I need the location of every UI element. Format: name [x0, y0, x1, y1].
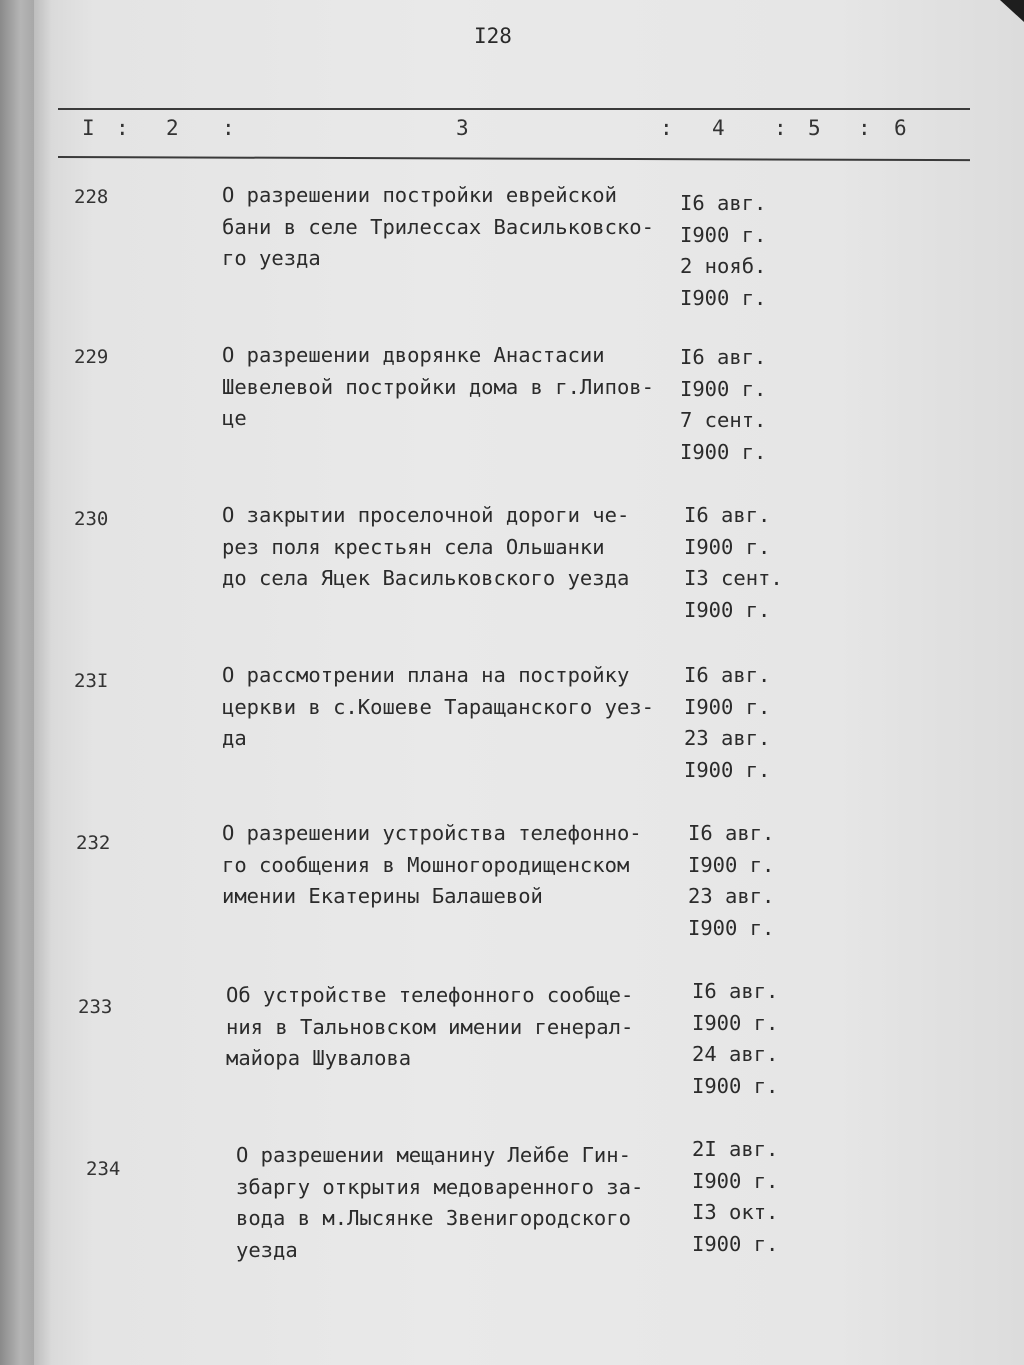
column-header-5: 5 [808, 116, 821, 140]
entry-dates: I6 авг. I900 г. 23 авг. I900 г. [684, 663, 771, 782]
entry-dates: I6 авг. I900 г. 24 авг. I900 г. [692, 979, 779, 1098]
page-binding-edge [0, 0, 34, 1365]
column-header-1: I [82, 116, 95, 140]
entry-title: О разрешении мещанину Лейбе Гин- збаргу открытия медоваренного за- вода в м.Лысянке Звенигородского уезда [236, 1143, 644, 1262]
entry-title: О разрешении устройства телефонно- го сообщения в Мошногородищенском имении Екатерины Балашевой [222, 821, 642, 908]
column-header-3: 3 [456, 116, 469, 140]
entry-number: 232 [76, 832, 111, 854]
entry-dates: I6 авг. I900 г. I3 сент. I900 г. [684, 503, 783, 622]
entry-title: О рассмотрении плана на постройку церкви в с.Кошеве Таращанского уез- да [222, 663, 654, 750]
entry-number: 234 [86, 1158, 121, 1180]
column-header-4: 4 [712, 116, 725, 140]
entry-title: О закрытии проселочной дороги че- рез поля крестьян села Ольшанки до села Яцек Васильковского уезда [222, 503, 630, 590]
entry-title: Об устройстве телефонного сообще- ния в Тальновском имении генерал- майора Шувалова [226, 983, 634, 1070]
entry-dates: I6 авг. I900 г. 2 нояб. I900 г. [680, 191, 767, 310]
column-separator: : [858, 116, 871, 140]
column-separator: : [116, 116, 129, 140]
column-separator: : [774, 116, 787, 140]
entry-number: 229 [74, 346, 109, 368]
entry-number: 228 [74, 186, 109, 208]
entry-title: О разрешении дворянке Анастасии Шевелевой постройки дома в г.Липов- це [222, 343, 654, 430]
entry-number: 233 [78, 996, 113, 1018]
column-header-2: 2 [166, 116, 179, 140]
header-top-rule [58, 108, 970, 110]
entry-title: О разрешении постройки еврейской бани в селе Трилессах Васильковско- го уезда [222, 183, 654, 270]
entry-dates: I6 авг. I900 г. 7 сент. I900 г. [680, 345, 767, 464]
entry-dates: 2I авг. I900 г. I3 окт. I900 г. [692, 1137, 779, 1256]
entry-dates: I6 авг. I900 г. 23 авг. I900 г. [688, 821, 775, 940]
entry-number: 230 [74, 508, 109, 530]
column-separator: : [660, 116, 673, 140]
entry-number: 23I [74, 670, 109, 692]
column-header-6: 6 [894, 116, 907, 140]
page-number: I28 [474, 24, 512, 48]
column-separator: : [222, 116, 235, 140]
